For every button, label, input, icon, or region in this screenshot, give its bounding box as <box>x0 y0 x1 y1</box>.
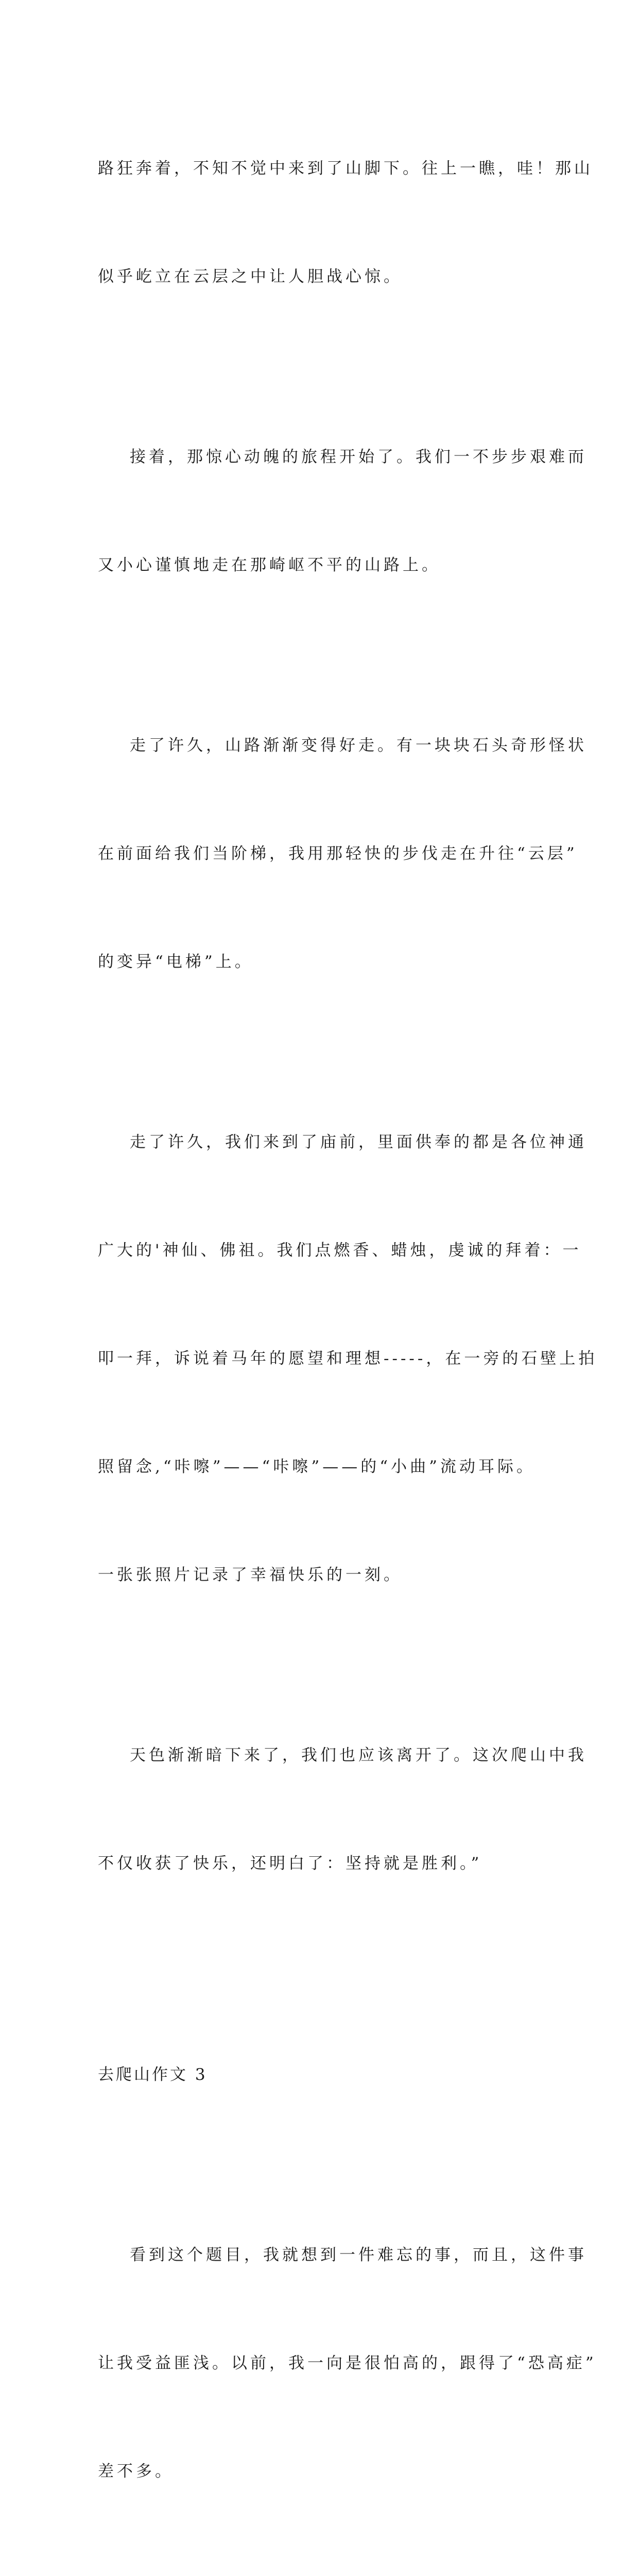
text-line: 路狂奔着，不知不觉中来到了山脚下。往上一瞧，哇！那山 <box>98 159 593 178</box>
paragraph <box>98 1052 598 1665</box>
text-line: 一张张照片记录了幸福快乐的一刻。 <box>98 1566 403 1584</box>
section-heading <box>98 1985 541 2165</box>
text-line: 在前面给我们当阶梯，我用那轻快的步伐走在升往“云层” <box>98 844 578 863</box>
paragraph <box>98 2165 597 2562</box>
essay-body <box>98 78 598 2576</box>
text-line: 广大的'神仙、佛祖。我们点燃香、蜡烛，虔诚的拜着：一 <box>98 1241 582 1260</box>
paragraph <box>98 1665 587 1954</box>
text-line: 差不多。 <box>98 2462 174 2481</box>
text-line: 接着，那惊心动魄的旅程开始了。我们一不步步艰难而 <box>130 448 587 466</box>
paragraph <box>98 655 587 1052</box>
paragraph <box>98 78 593 367</box>
text-line: 叩一拜，诉说着马年的愿望和理想-----，在一旁的石壁上拍 <box>98 1349 598 1368</box>
text-line: 天色渐渐暗下来了，我们也应该离开了。这次爬山中我 <box>130 1746 587 1765</box>
heading-text: 去爬山作文 3 <box>98 2065 208 2084</box>
text-line: 似乎屹立在云层之中让人胆战心惊。 <box>98 267 403 286</box>
text-line: 照留念,“咔嚓”——“咔嚓”——的“小曲”流动耳际。 <box>98 1458 536 1476</box>
text-line: 的变异“电梯”上。 <box>98 953 254 971</box>
text-line: 让我受益匪浅。以前，我一向是很怕高的，跟得了“恐高症” <box>98 2354 597 2372</box>
text-line: 又小心谨慎地走在那崎岖不平的山路上。 <box>98 556 441 574</box>
text-line: 走了许久，山路渐渐变得好走。有一块块石头奇形怪状 <box>130 736 587 755</box>
text-line: 走了许久，我们来到了庙前，里面供奉的都是各位神通 <box>130 1133 587 1151</box>
paragraph <box>98 367 587 655</box>
text-line: 不仅收获了快乐，还明白了：坚持就是胜利。” <box>98 1854 482 1873</box>
paragraph <box>98 2562 541 2576</box>
text-line: 看到这个题目，我就想到一件难忘的事，而且，这件事 <box>130 2246 587 2264</box>
